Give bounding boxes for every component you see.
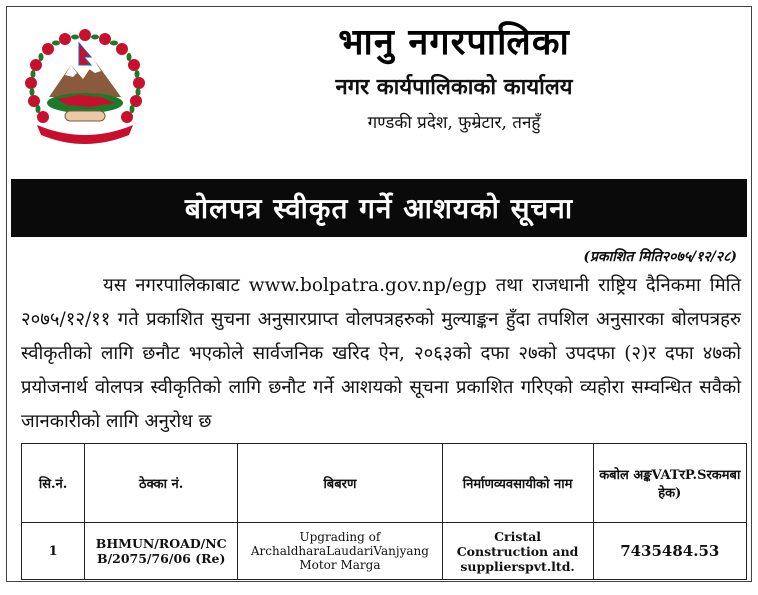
municipality-name: भानु नगरपालिका: [338, 22, 570, 63]
selection-table: [21, 443, 747, 580]
publication-date: (प्रकाशित मिति२०७५/१२/२८): [583, 249, 737, 265]
notice-body: [21, 269, 741, 439]
notice-title-banner: बोलपत्र स्वीकृत गर्ने आशयको सूचना: [11, 179, 747, 237]
header-sn: सि.नं.: [22, 444, 85, 523]
table-row: [22, 523, 747, 580]
row-contract-no: BHMUN/ROAD/NC B/2075/76/06 (Re): [85, 523, 238, 580]
row-description: Upgrading of ArchaldharaLaudariVanjyang Motor Marga: [238, 523, 442, 580]
header-titles: [157, 21, 751, 137]
header-description: बिबरण: [238, 444, 442, 523]
row-sn: 1: [22, 523, 85, 580]
row-bid-amount: 7435484.53: [593, 523, 746, 580]
nepal-emblem-icon: [21, 25, 149, 145]
header-contract-no: ठेक्का नं.: [85, 444, 238, 523]
table-header-row: [22, 444, 747, 523]
header-vendor-name: निर्माणव्यवसायीको नाम: [442, 444, 593, 523]
notice-header: [7, 7, 751, 182]
notice-paragraph: यस नगरपालिकाबाट www.bolpatra.gov.np/egp तथा राजधानी राष्ट्रिय दैनिकमा मिति २०७५/१२/११ गते प्रकाशित सुचना अनुसारप्राप्त वोलपत्रहरुको मुल्याङ्कन हुँदा तपशिल अनुसारका बोलपत्रहरु स्वीकृतीको लागि छनौट भएकोले सार्वजनिक खरिद ऐन, २०६३को दफा २७को उपदफा (२)र दफा ४७को प्रयोजनार्थ वोलपत्र स्वीकृतिको लागि छनौट गर्ने आशयको सूचना प्रकाशित गरिएको व्यहोरा सम्वन्धित सवैको जानकारीको लागि अनुरोध छ: [21, 275, 741, 432]
office-name: नगर कार्यपालिकाको कार्यालय: [335, 74, 573, 100]
notice-page: [6, 6, 752, 582]
office-location: गण्डकी प्रदेश, फुम्रेटार, तनहुँ: [367, 113, 541, 133]
header-bid-amount: कबोल अङ्कVATरP.Sरकमबा हेक): [593, 444, 746, 523]
row-vendor-name: Cristal Construction and supplierspvt.ltd.: [442, 523, 593, 580]
